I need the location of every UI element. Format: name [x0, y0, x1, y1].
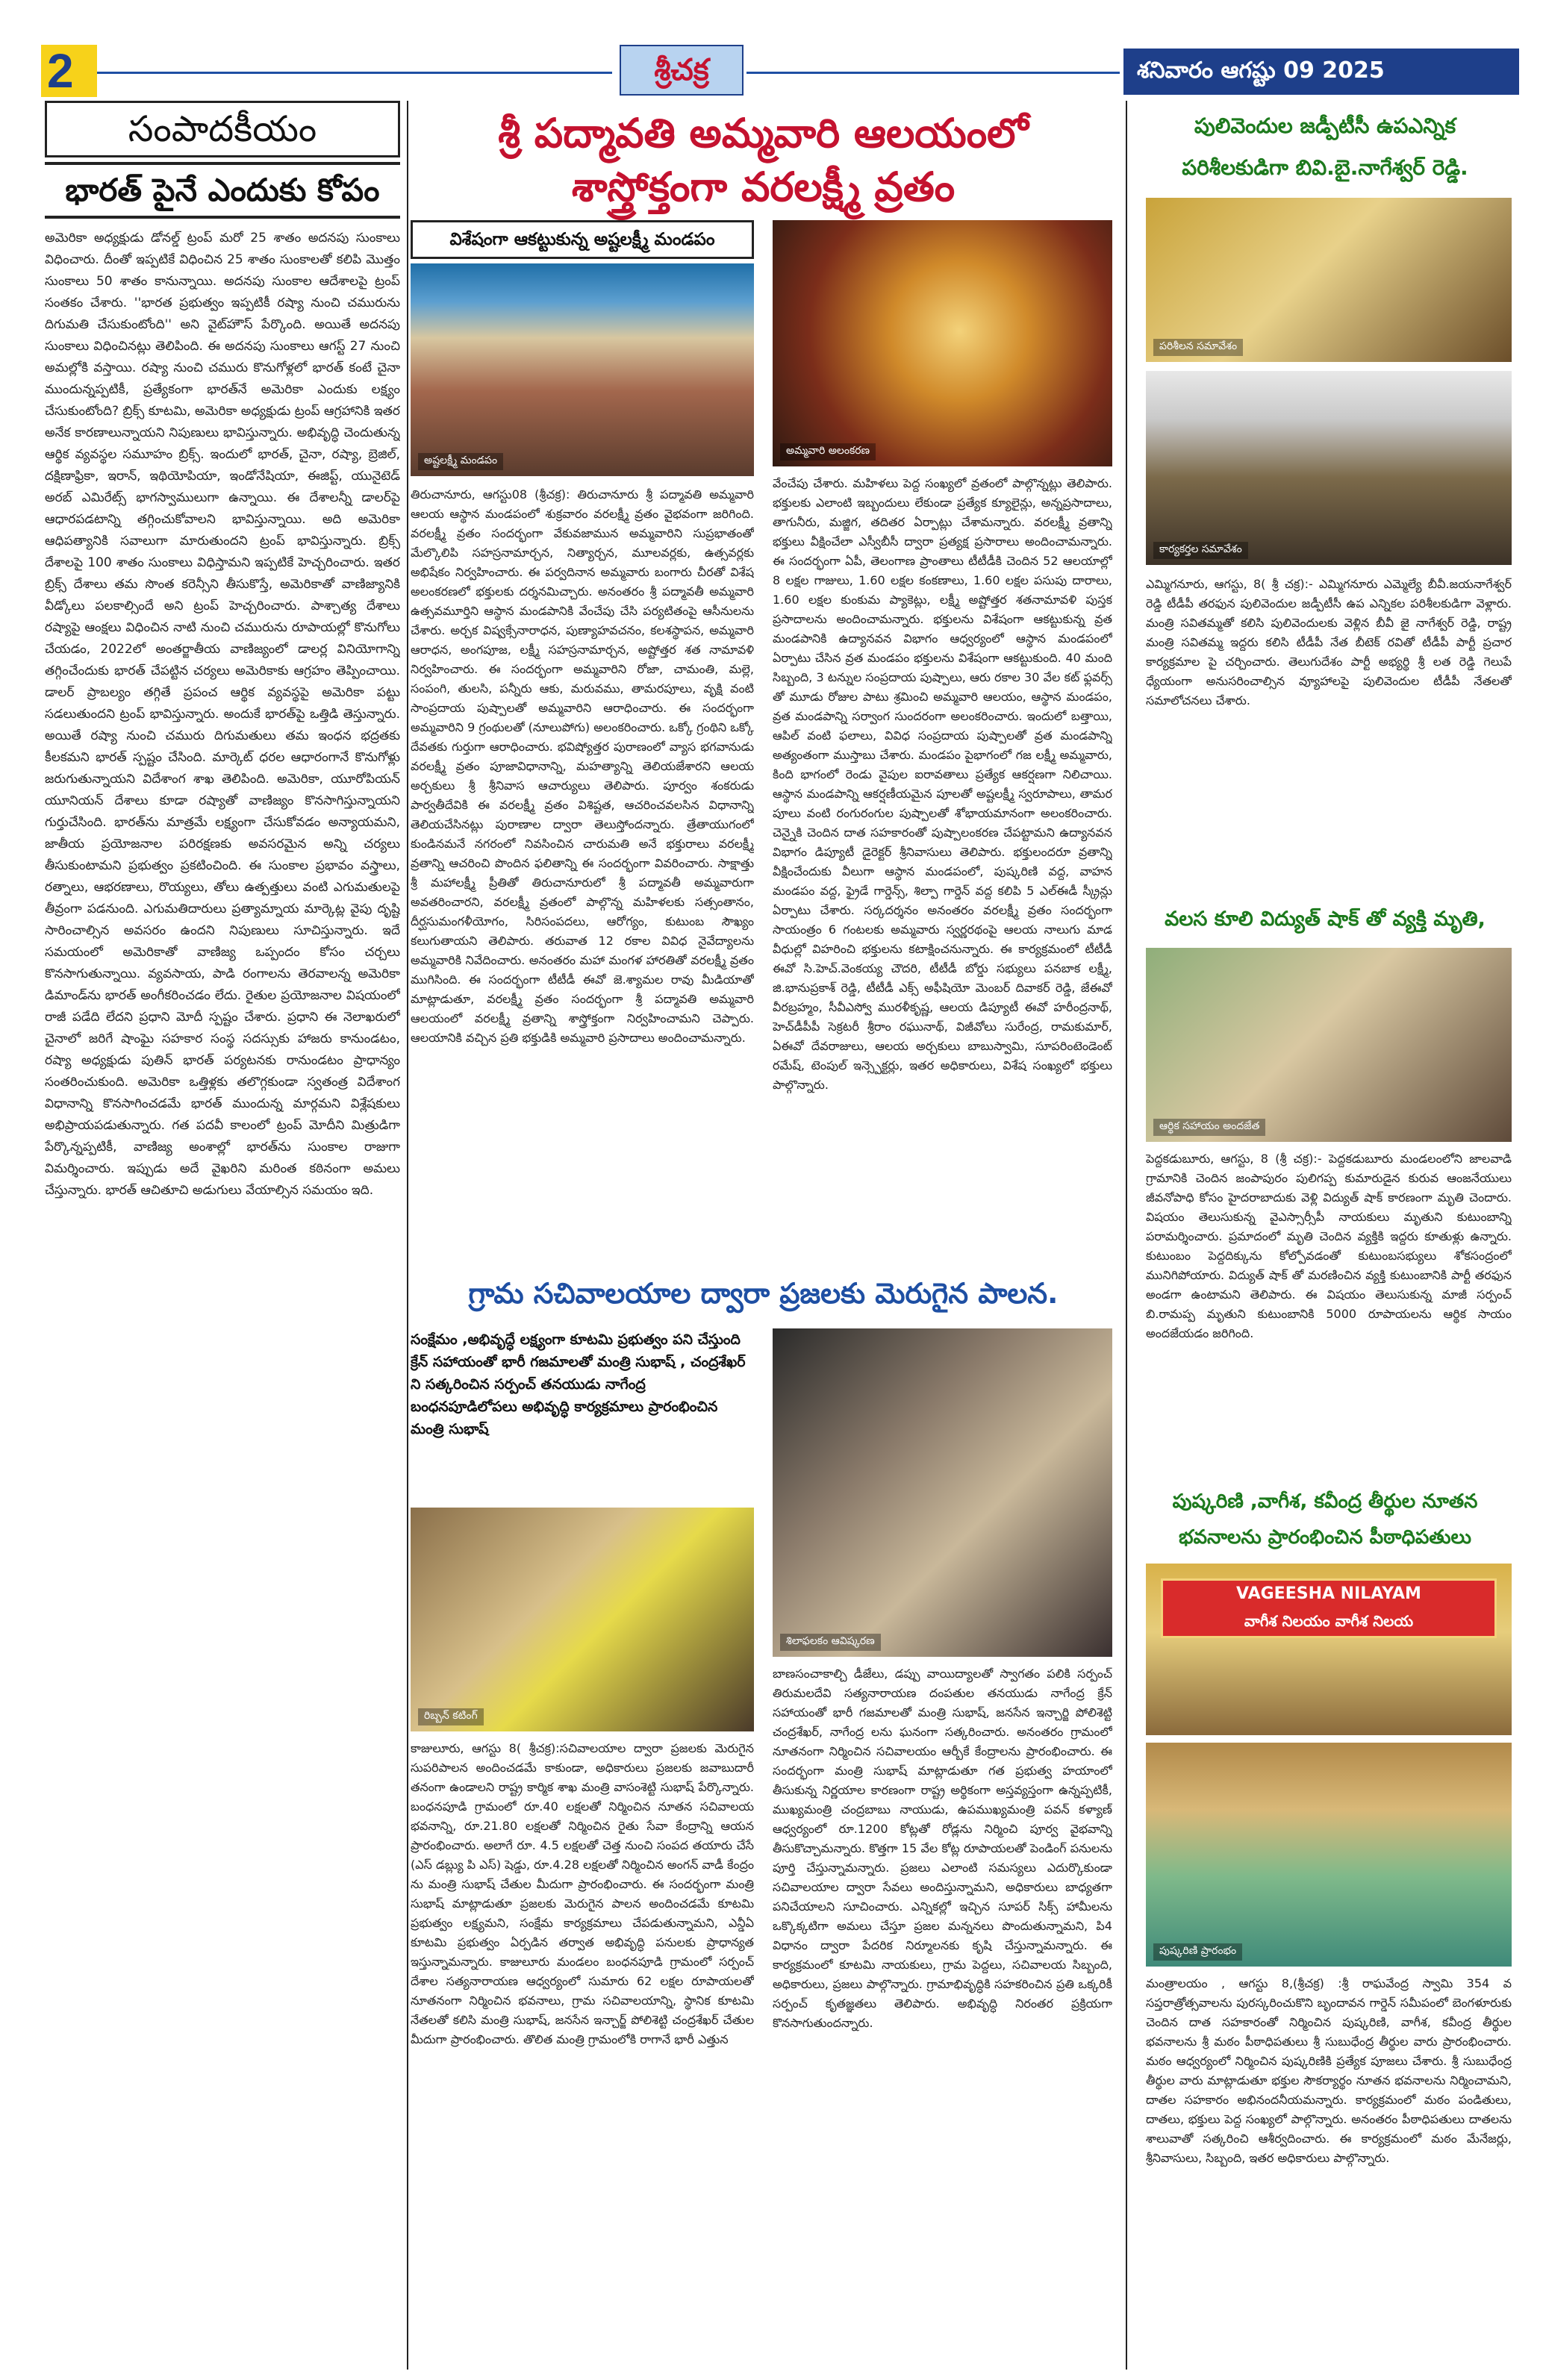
shock-victim-photo: ఆర్థిక సహాయం అందజేత [1146, 948, 1512, 1142]
pushkarini-photo: పుష్కరిణి ప్రారంభం [1146, 1743, 1512, 1967]
column-divider-right [1126, 101, 1127, 2370]
right-top-body: ఎమ్మిగనూరు, ఆగస్టు, 8( శ్రీ చక్ర):- ఎమ్మిగనూరు ఎమ్మెల్యే బీవీ.జయనాగేశ్వర్ రెడ్డి టీడీపీ తరఫున పులివెందుల జడ్పీటీసీ ఉప ఎన్నికల పరిశీలకుడిగా వెళ్లారు. మంత్రి సవితమ్మతో కలిసి పులివెందులకు వెళ్లిన బీవీ జై నాగేశ్వర్ రెడ్డి, రాష్ట్ర మంత్రి సవితమ్మ ఇద్దరు కలిసి టీడీపీ నేత బీటెక్ రవితో టీడీపీ పార్టీ ప్రచార కార్యక్రమాల పై చర్చించారు. తెలుగుదేశం పార్టీ అభ్యర్థి శ్రీ లత రెడ్డి గెలుపే ధ్యేయంగా అనుసరించాల్సిన వ్యూహాలపై పులివెందుల టీడీపీ నేతలతో సమాలోచనలు చేశారు. [1146, 577, 1512, 708]
issue-date: శనివారం ఆగష్టు 09 2025 [1137, 57, 1385, 84]
building-sign-en: VAGEESHA NILAYAM [1236, 1584, 1421, 1603]
gram-story [411, 1269, 1116, 2370]
masthead-rule-left [97, 72, 612, 74]
editorial-section-box [45, 101, 400, 157]
building-sign [1161, 1578, 1497, 1638]
right-bottom-headline-line2: భవనాలను ప్రారంభించిన పీఠాధిపతులు [1179, 1526, 1471, 1549]
right-bottom-story [1131, 1485, 1519, 2370]
newspaper-logo: శ్రీచక్ర [620, 45, 744, 96]
main-story-body-right: వేంచేపు చేశారు. మహిళలు పెద్ద సంఖ్యలో వ్రతంలో పాల్గొన్నట్లు తెలిపారు. భక్తులకు ఎలాంటి ఇబ్బందులు లేకుండా ప్రత్యేక క్యూలైన్లు, అన్నప్రసాదాలు, తాగునీరు, మజ్జిగ, తదితర ఏర్పాట్లు చేశామన్నారు. వరలక్ష్మీ వ్రతాన్ని భక్తులు వీక్షించేలా ఎస్వీబీసీ ద్వారా ప్రత్యక్ష ప్రసారాలు అందించామన్నారు. ఈ సందర్భంగా ఏపీ, తెలంగాణ ప్రాంతాలు టీటీడీకి చెందిన 52 ఆలయాల్లో 8 లక్షల గాజులు, 1.60 లక్షల కంకణాలు, 1.60 లక్షల పసుపు దారాలు, 1.60 లక్షల కుంకుమ ప్యాకెట్లు, లక్ష్మీ అష్టోత్తర శతనామావళి పుస్తక ప్రసాదాలను అందించామన్నారు. భక్తులను విశేషంగా ఆకట్టుకున్న వ్రత మండపానికి ఉద్యానవన విభాగం ఆధ్వర్యంలో ఆస్థాన మండపంలో ఏర్పాటు చేసిన వ్రత మండపం భక్తులను విశేషంగా ఆకట్టుకుంది. 40 మంది సిబ్బంది, 3 టన్నుల సంప్రదాయ పుష్పాలు, ఆరు రకాల 30 వేల కట్ ఫ్లవర్స్ తో మూడు రోజుల పాటు శ్రమించి అమ్మవారి ఆలయం, ఆస్థాన మండపం, వ్రత మండపాన్ని సర్వాంగ సుందరంగా అలంకరించారు. ఇందులో బత్తాయి, ఆపిల్ వంటి ఫలాలు, వివిధ సంప్రదాయ పుష్పాలతో వ్రత మండపాన్ని అత్యంతంగా ముస్తాబు చేశారు. మండపం పైభాగంలో గజ లక్ష్మీ అమ్మవారు, కింది భాగంలో రెండు వైపుల ఐరావతాలు ప్రత్యేక ఆకర్షణగా నిలిచాయి. ఆస్థాన మండపాన్ని ఆకర్షణీయమైన పూలతో అష్టలక్ష్మీ స్వరూపాలు, తామర పూలు వంటి రంగురంగుల పుష్పాలతో శోభాయమానంగా అలంకరించారు. చెన్నైకి చెందిన దాత సహకారంతో పుష్పాలంకరణ చేపట్టామని ఉద్యానవన విభాగం డిప్యూటీ డైరెక్టర్ శ్రీనివాసులు తెలిపారు. భక్తులందరూ వ్రతాన్ని వీక్షించేందుకు వీలుగా ఆస్థాన మండపంలో, పుష్కరిణి వద్ద, వాహన మండపం వద్ద, ఫ్రైడే గార్డెన్స్, శిల్పా గార్డెన్ వద్ద కలిపి 5 ఎల్ఈడీ స్క్రీన్లు ఏర్పాటు చేశారు. సర్కదర్శనం అనంతరం వరలక్ష్మీ వ్రతం సందర్భంగా సాయంత్రం 6 గంటలకు అమ్మవారు స్వర్ణరథంపై ఆలయ నాలుగు మాడ వీధుల్లో విహరించి భక్తులను కటాక్షించనున్నారు. ఈ కార్యక్రమంలో టీటీడీ ఈవో సి.హెచ్.వెంకయ్య చౌదరి, టీటీడీ బోర్డు సభ్యులు పనబాక లక్ష్మీ, జి.భానుప్రకాశ్ రెడ్డి, టీటీడీ ఎక్స్ అఫీషియో మెంబర్ దివాకర్ రెడ్డి, జేఈవో వీరబ్రహ్మం, సీవీఎస్వో మురళీకృష్ణ, ఆలయ డిప్యూటీ ఈవో హరీంద్రనాథ్, హెచ్‌డీపీపీ సెక్రటరీ శ్రీరాం రఘునాథ్, విజీవోలు సురేంద్ర, రామకుమార్, ఏఈవో దేవరాజులు, ఆలయ అర్చకులు బాబుస్వామి, సూపరింటెండెంట్ రమేష్, టెంపుల్ ఇన్స్పెక్టర్లు, ఇతర అధికారులు, విశేష సంఖ్యలో భక్తులు పాల్గొన్నారు. [773, 476, 1112, 1092]
page-number-badge [41, 45, 97, 97]
right-mid-story [1131, 903, 1519, 1485]
editorial-headline: భారత్ పైనే ఎందుకు కోపం [65, 172, 380, 208]
gram-body-left: కాజులూరు, ఆగస్టు 8( శ్రీచక్ర):సచివాలయాల ద్వారా ప్రజలకు మెరుగైన సుపరిపాలన అందించడమే కాకుండా, అధికారులు ప్రజలకు జవాబుదారీ తనంగా ఉండాలని రాష్ట్ర కార్మిక శాఖ మంత్రి వాసంశెట్టి సుభాష్ పేర్కొన్నారు. బంధనపూడి గ్రామంలో రూ.40 లక్షలతో నిర్మించిన నూతన సచివాలయ భవనాన్ని, రూ.21.80 లక్షలతో నిర్మించిన రైతు సేవా కేంద్రాన్ని ఆయన ప్రారంభించారు. అలాగే రూ. 4.5 లక్షలతో చెత్త నుంచి సంపద తయారు చేసే (ఎస్ డబ్ల్యు పి ఎస్) షెడ్డు, రూ.4.28 లక్షలతో నిర్మించిన అంగన్ వాడీ కేంద్రం ను మంత్రి సుభాష్ చేతుల మీదుగా ప్రారంభించారు. ఈ సందర్భంగా మంత్రి సుభాష్ మాట్లాడుతూ ప్రజలకు మెరుగైన పాలన అందించడమే కూటమి ప్రభుత్వం లక్ష్యమని, సంక్షేమ కార్యక్రమాలు చేపడుతున్నామని, ఎన్డీఏ కూటమి ప్రభుత్వం ఏర్పడిన తర్వాత అభివృద్ధి పనులకు ప్రాధాన్యత ఇస్తున్నామన్నారు. కాజులూరు మండలం బంధనపూడి గ్రామంలో సర్పంచ్ దేశాల సత్యనారాయణ ఆధ్వర్యంలో సుమారు 62 లక్షల రూపాయలతో నూతనంగా నిర్మించిన భవనాలు, గ్రామ సచివాలయాన్ని, స్థానిక కూటమి నేతలతో కలిసి మంత్రి సుభాష్, జనసేన ఇన్చార్జ్ పోలిశెట్టి చంద్రశేఖర్ చేతుల మీదుగా ప్రారంభించారు. తొలిత మంత్రి గ్రామంలోకి రాగానే భారీ ఎత్తున [411, 1741, 754, 2046]
building-sign-te: వాగీశ నిలయం వాగీశ నిలయ [1244, 1612, 1414, 1630]
goddess-photo: అమ్మవారి అలంకరణ [773, 220, 1112, 466]
column-divider-left [407, 101, 408, 2370]
plaque-unveiling-photo: శిలాఫలకం ఆవిష్కరణ [773, 1328, 1112, 1657]
gram-headline: గ్రామ సచివాలయాల ద్వారా ప్రజలకు మెరుగైన పాలన. [468, 1277, 1059, 1310]
page-number: 2 [47, 44, 74, 98]
main-story [411, 101, 1116, 1388]
right-top-headline-line1: పులివెందుల జడ్పీటీసీ ఉపఎన్నిక [1194, 113, 1456, 138]
ribbon-cutting-photo: రిబ్బన్ కటింగ్ [411, 1508, 754, 1731]
masthead-rule-right [746, 72, 1120, 74]
right-bottom-body: మంత్రాలయం , ఆగస్టు 8,(శ్రీచక్ర) :శ్రీ రాఘవేంద్ర స్వామి 354 వ సప్తరాత్రోత్సవాలను పురస్కరించుకొని బృందావన గార్డెన్ సమీపంలో బెంగళూరుకు చెందిన దాత సహకారంతో నిర్మించిన పుష్కరిణి, వాగీశ, కవీంద్ర తీర్థుల భవనాలను శ్రీ మఠం పీఠాధిపతులు శ్రీ సుబుధేంద్ర తీర్థుల వారు ప్రారంభించారు. మఠం ఆధ్వర్యంలో నిర్మించిన పుష్కరిణికి ప్రత్యేక పూజలు చేశారు. శ్రీ సుబుధేంద్ర తీర్థుల వారు మాట్లాడుతూ భక్తుల సౌకర్యార్థం నూతన భవనాలను నిర్మించామని, దాతల సహకారం అభినందనీయమన్నారు. కార్యక్రమంలో మఠం పండితులు, దాతలు, భక్తులు పెద్ద సంఖ్యలో పాల్గొన్నారు. అనంతరం పీఠాధిపతులు దాతలను శాలువాతో సత్కరించి ఆశీర్వదించారు. ఈ కార్యక్రమంలో మఠం మేనేజర్లు, శ్రీనివాసులు, సిబ్బంది, ఇతర అధికారులు పాల్గొన్నారు. [1146, 1976, 1512, 2165]
masthead [0, 0, 1543, 101]
right-bottom-headline-line1: పుష్కరిణి ,వాగీశ, కవీంద్ర తీర్థుల నూతన [1172, 1490, 1478, 1513]
mandapam-photo: అష్టలక్ష్మీ మండపం [411, 263, 754, 476]
right-top-headline-line2: పరిశీలకుడిగా బివి.బై.నాగేశ్వర్ రెడ్డి. [1182, 155, 1468, 180]
main-headline-line1: శ్రీ పద్మావతి అమ్మవారి ఆలయంలో [498, 110, 1029, 157]
right-top-story [1131, 101, 1519, 896]
right-mid-headline: వలస కూలి విద్యుత్ షాక్ తో వ్యక్తి మృతి, [1165, 908, 1486, 931]
pulivendula-photo-1: పరిశీలన సమావేశం [1146, 198, 1512, 362]
main-headline-line2: శాస్త్రోక్తంగా వరలక్ష్మీ వ్రతం [571, 163, 956, 210]
date-banner [1123, 49, 1519, 95]
gram-body-right: బాణసంచాకాల్చి డీజేలు, డప్పు వాయిద్యాలతో స్వాగతం పలికి సర్పంచ్ తిరుమలదేవి సత్యనారాయణ దంపతుల తనయుడు నాగేంద్ర క్రేన్ సహాయంతో భారీ గజమాలతో మంత్రి సుభాష్, జనసేన ఇన్చార్జి పోలిశెట్టి చంద్రశేఖర్, నాగేంద్ర లను ఘనంగా సత్కరించారు. అనంతరం గ్రామంలో నూతనంగా నిర్మించిన సచివాలయం ఆర్బీకే కేంద్రాలను ప్రారంభించారు. ఈ సందర్భంగా మంత్రి సుభాష్ మాట్లాడుతూ గత ప్రభుత్వ హయాంలో తీసుకున్న నిర్ణయాల కారణంగా రాష్ట్ర అర్థికంగా అస్తవ్యస్తంగా ఉన్నప్పటికీ, ముఖ్యమంత్రి చంద్రబాబు నాయుడు, ఉపముఖ్యమంత్రి పవన్ కళ్యాణ్ ఆధ్వర్యంలో రూ.1200 కోట్లతో రోడ్లను నిర్మించి పూర్వ వైభవాన్ని తీసుకొచ్చామన్నారు. కొత్తగా 15 వేల కోట్ల రూపాయలతో పెండింగ్ పనులను పూర్తి చేస్తున్నామన్నారు. ప్రజలు ఎలాంటి సమస్యలు ఎదుర్కొకుండా సచివాలయాల ద్వారా సేవలు అందిస్తున్నామని, అధికారులు బాధ్యతగా పనిచేయాలని సూచించారు. ఎన్నికల్లో ఇచ్చిన సూపర్ సిక్స్ హామీలను ఒక్కొక్కటిగా అమలు చేస్తూ ప్రజల మన్ననలు పొందుతున్నామని, పి4 విధానం ద్వారా పేదరిక నిర్మూలనకు కృషి చేస్తున్నామన్నారు. ఈ కార్యక్రమంలో కూటమి నాయకులు, గ్రామ పెద్దలు, సచివాలయ సిబ్బంది, అధికారులు, ప్రజలు పాల్గొన్నారు. గ్రామాభివృద్ధికి సహకరించిన ప్రతి ఒక్కరికీ సర్పంచ్ కృతజ్ఞతలు తెలిపారు. అభివృద్ధి నిరంతర ప్రక్రియగా కొనసాగుతుందన్నారు. [773, 1667, 1112, 2030]
main-subhead: విశేషంగా ఆకట్టుకున్న అష్టలక్ష్మీ మండపం [411, 220, 754, 259]
editorial-title-box [45, 162, 400, 219]
right-mid-body: పెద్దకడుబూరు, ఆగస్టు, 8 (శ్రీ చక్ర):- పెద్దకడుబూరు మండలంలోని జాలవాడి గ్రామానికి చెందిన జంపాపురం పులిగప్ప కుమారుడైన కురువ ఆంజనేయులు జీవనోపాధి కోసం హైదరాబాదుకు వెళ్లి విద్యుత్ షాక్ కారణంగా మృతి చెందారు. విషయం తెలుసుకున్న వైఎస్సార్సీపీ నాయకులు మృతుని కుటుంబాన్ని పరామర్శించారు. ప్రమాదంలో మృతి చెందిన వ్యక్తికి ఇద్దరు కూతుళ్లు ఉన్నారు. కుటుంబం పెద్దదిక్కును కోల్పోవడంతో కుటుంబసభ్యులు శోకసంద్రంలో మునిగిపోయారు. విద్యుత్ షాక్ తో మరణించిన వ్యక్తి కుటుంబానికి పార్టీ తరఫున అండగా ఉంటామని తెలిపారు. ఈ విషయం తెలుసుకున్న మాజీ సర్పంచ్ బి.రామప్ప మృతుని కుటుంబానికి 5000 రూపాయలను ఆర్థిక సాయం అందజేయడం జరిగింది. [1146, 1152, 1512, 1340]
editorial-body: అమెరికా అధ్యక్షుడు డోనల్డ్ ట్రంప్ మరో 25 శాతం అదనపు సుంకాలు విధించారు. దీంతో ఇప్పటికే విధించిన 25 శాతం సుంకాలతో కలిపి మొత్తం సుంకాలు 50 శాతం కానున్నాయి. అదనపు సుంకాల ఆదేశాలపై ట్రంప్ సంతకం చేశారు. ''భారత ప్రభుత్వం ఇప్పటికీ రష్యా నుంచి చమురును దిగుమతి చేసుకుంటోంది'' అని వైట్‌హౌస్ పేర్కొంది. అయితే అదనపు సుంకాలు విధించినట్లు తెలిపింది. ఈ అదనపు సుంకాలు ఆగస్ట్ 27 నుంచి అమల్లోకి వస్తాయి. రష్యా నుంచి చమురు కొనుగోళ్లలో భారత్ కంటే చైనా ముందున్నప్పటికీ, ప్రత్యేకంగా భారత్‌నే అమెరికా ఎందుకు లక్ష్యం చేసుకుంటోంది? బ్రిక్స్ కూటమి, అమెరికా అధ్యక్షుడు ట్రంప్ ఆగ్రహానికి ఇతర అనేక కారణాలున్నాయని నిపుణులు భావిస్తున్నారు. అభివృద్ధి చెందుతున్న ఆర్థిక వ్యవస్థల సమూహం బ్రిక్స్. ఇందులో భారత్, చైనా, రష్యా, బ్రెజిల్, దక్షిణాఫ్రికా, ఇరాన్, ఇథియోపియా, ఇండోనేషియా, ఈజిప్ట్, యునైటెడ్ అరబ్ ఎమిరేట్స్ భాగస్వాములుగా ఉన్నాయి. ఈ దేశాలన్నీ డాలర్‌పై ఆధారపడటాన్ని తగ్గించుకోవాలని భావిస్తున్నాయి. అది అమెరికా ఆధిపత్యానికి సవాలుగా మారుతుందని ట్రంప్ భావిస్తున్నారు. బ్రిక్స్ దేశాలపై 100 శాతం సుంకాలు విధిస్తామని ఇప్పటికే హెచ్చరించారు. ఇతర బ్రిక్స్ దేశాలు తమ సొంత కరెన్సీని తీసుకొస్తే, అమెరికాతో వాణిజ్యానికి వీడ్కోలు పలకాల్సిందే అని ట్రంప్ హెచ్చరించారు. పాశ్చాత్య దేశాలు రష్యాపై ఆంక్షలు విధించిన నాటి నుంచి చమురును రూపాయల్లో కొనుగోలు చేయడం, 2022లో అంతర్జాతీయ వాణిజ్యంలో డాలర్ల వినియోగాన్ని తగ్గించేందుకు భారత్ చేపట్టిన చర్యలు అమెరికాకు ఆగ్రహం తెప్పించాయి. డాలర్ ప్రాబల్యం తగ్గితే ప్రపంచ ఆర్థిక వ్యవస్థపై అమెరికా పట్టు సడలుతుందని ట్రంప్ భావిస్తున్నారు. అందుకే భారత్‌పై ఒత్తిడి తెస్తున్నారు. అయితే రష్యా నుంచి చమురు దిగుమతులు తమ ఇంధన భద్రతకు కీలకమని భారత్ స్పష్టం చేసింది. మార్కెట్ ధరల ఆధారంగానే కొనుగోళ్లు జరుగుతున్నాయని విదేశాంగ శాఖ తెలిపింది. అమెరికా, యూరోపియన్ యూనియన్ దేశాలు కూడా రష్యాతో వాణిజ్యం కొనసాగిస్తున్నాయని గుర్తుచేసింది. భారత్‌ను మాత్రమే లక్ష్యంగా చేసుకోవడం అన్యాయమని, జాతీయ ప్రయోజనాల పరిరక్షణకు అవసరమైన అన్ని చర్యలు తీసుకుంటామని ప్రభుత్వం ప్రకటించింది. ఈ సుంకాల ప్రభావం వస్త్రాలు, రత్నాలు, ఆభరణాలు, రొయ్యలు, తోలు ఉత్పత్తులు వంటి ఎగుమతులపై తీవ్రంగా పడనుంది. ఎగుమతిదారులు ప్రత్యామ్నాయ మార్కెట్ల వైపు దృష్టి సారించాల్సిన అవసరం ఉందని నిపుణులు సూచిస్తున్నారు. ఇదే సమయంలో అమెరికాతో వాణిజ్య ఒప్పందం కోసం చర్చలు కొనసాగుతున్నాయి. వ్యవసాయ, పాడి రంగాలను తెరవాలన్న అమెరికా డిమాండ్‌ను భారత్ అంగీకరించడం లేదు. రైతుల ప్రయోజనాల విషయంలో రాజీ పడేది లేదని ప్రధాని మోదీ స్పష్టం చేశారు. ప్రధాని ఈ నెలాఖరులో చైనాలో జరిగే షాంఘై సహకార సంస్థ సదస్సుకు హాజరు కానుండటం, రష్యా అధ్యక్షుడు పుతిన్ భారత్ పర్యటనకు రానుండటం ప్రాధాన్యం సంతరించుకుంది. అమెరికా ఒత్తిళ్లకు తలొగ్గకుండా స్వతంత్ర విదేశాంగ విధానాన్ని కొనసాగించడమే భారత్ ముందున్న మార్గమని విశ్లేషకులు అభిప్రాయపడుతున్నారు. గత పదవీ కాలంలో ట్రంప్ మోదీని మిత్రుడిగా పేర్కొన్నప్పటికీ, వాణిజ్య అంశాల్లో భారత్‌ను సుంకాల రాజుగా విమర్శించారు. ఇప్పుడు అదే వైఖరిని మరింత కఠినంగా అమలు చేస్తున్నారు. భారత్ ఆచితూచి అడుగులు వేయాల్సిన సమయం ఇది. [45, 231, 400, 1198]
vageesha-building-photo [1146, 1564, 1512, 1735]
editorial-section-title: సంపాదకీయం [128, 108, 317, 150]
pulivendula-photo-2: కార్యకర్తల సమావేశం [1146, 371, 1512, 565]
editorial-column [45, 101, 400, 2370]
main-story-body-left: తిరుచానూరు, ఆగస్టు08 (శ్రీచక్ర): తిరుచానూరు శ్రీ పద్మావతి అమ్మవారి ఆలయ ఆస్థాన మండపంలో శుక్రవారం వరలక్ష్మీ వ్రతం వైభవంగా జరిగింది. వరలక్ష్మీ వ్రతం సందర్భంగా వేకువజామున అమ్మవారిని సుప్రభాతంతో మేల్కొలిపి సహస్రనామార్చన, నిత్యార్చన, మూలవర్లకు, ఉత్సవర్లకు అభిషేకం నిర్వహించారు. ఈ పర్వదినాన అమ్మవారు బంగారు చీరతో విశేష అలంకరణలో భక్తులకు దర్శనమిచ్చారు. అనంతరం శ్రీ పద్మావతీ అమ్మవారి ఉత్సవమూర్తిని ఆస్థాన మండపానికి వేంచేపు చేసి పర్యటితంపై ఆసీనులను చేశారు. అర్చక విష్వక్సేనారాధన, పుణ్యాహవచనం, కలశస్థాపన, అమ్మవారి ఆరాధన, అంగపూజ, లక్ష్మీ సహస్రనామార్చన, అష్టోత్తర శత నామావళి నిర్వహించారు. ఈ సందర్భంగా అమ్మవారిని రోజా, చామంతి, మల్లె, సంపంగి, తులసి, పన్నీరు ఆకు, మరువము, తామరపూలు, వృక్షి వంటి సాంప్రదాయ పుష్పాలతో అమ్మవారిని ఆరాధించారు. ఈ సందర్భంగా అమ్మవారిని 9 గ్రంథులతో (నూలుపోగు) అలంకరించారు. ఒక్కో గ్రంథిని ఒక్కో దేవతకు గుర్తుగా ఆరాధించారు. భవిష్యోత్తర పురాణంలో వ్యాస భగవానుడు వరలక్ష్మీ వ్రతం పూజావిధానాన్ని, మహత్యాన్ని తెలియజేశారని ఆలయ అర్చకులు శ్రీ శ్రీనివాస ఆచార్యులు తెలిపారు. పూర్వం శంకరుడు పార్వతీదేవికి ఈ వరలక్ష్మీ వ్రతం విశిష్టత, ఆచరించవలసిన విధానాన్ని తెలియచేసినట్లు పురాణాల ద్వారా తెలుస్తోందన్నారు. త్రేతాయుగంలో కుండినమనే నగరంలో నివసించిన చారుమతి అనే భక్తురాలు వరలక్ష్మీ వ్రతాన్ని ఆచరించి పొందిన ఫలితాన్ని ఈ సందర్భంగా వివరించారు. సాక్షాత్తు శ్రీ మహాలక్ష్మీ ప్రీతితో తిరుచానూరులో శ్రీ పద్మావతీ అమ్మవారుగా అవతరించారని, వరలక్ష్మీ వ్రతంలో పాల్గొన్న మహిళలకు సత్సంతానం, దీర్ఘసుమంగళీయోగం, సిరిసంపదలు, ఆరోగ్యం, కుటుంబ సౌఖ్యం కలుగుతాయని తెలిపారు. తరువాత 12 రకాల వివిధ నైవేద్యాలను అమ్మవారికి నివేదించారు. అనంతరం మహా మంగళ హారతితో వరలక్ష్మీ వ్రతం ముగిసింది. ఈ సందర్భంగా టీటీడీ ఈవో జె.శ్యామల రావు మీడియాతో మాట్లాడుతూ, వరలక్ష్మీ వ్రతం సందర్భంగా శ్రీ పద్మావతి అమ్మవారి ఆలయంలో వరలక్ష్మీ వ్రతాన్ని శాస్త్రోక్తంగా నిర్వహించామని చెప్పారు. ఆలయానికి వచ్చిన ప్రతి భక్తుడికి అమ్మవారి ప్రసాదాలు అందించామన్నారు. [411, 487, 754, 1045]
gram-subhead: సంక్షేమం ,అభివృద్ధే లక్ష్యంగా కూటమి ప్రభుత్వం పని చేస్తుంది క్రేన్ సహాయంతో భారీ గజమాలతో మంత్రి సుభాష్ , చంద్రశేఖర్ ని సత్కరించిన సర్పంచ్ తనయుడు నాగేంద్ర బంధనపూడిలోపలు అభివృద్ధి కార్యక్రమాలు ప్రారంభించిన మంత్రి సుభాష్ [411, 1331, 746, 1437]
